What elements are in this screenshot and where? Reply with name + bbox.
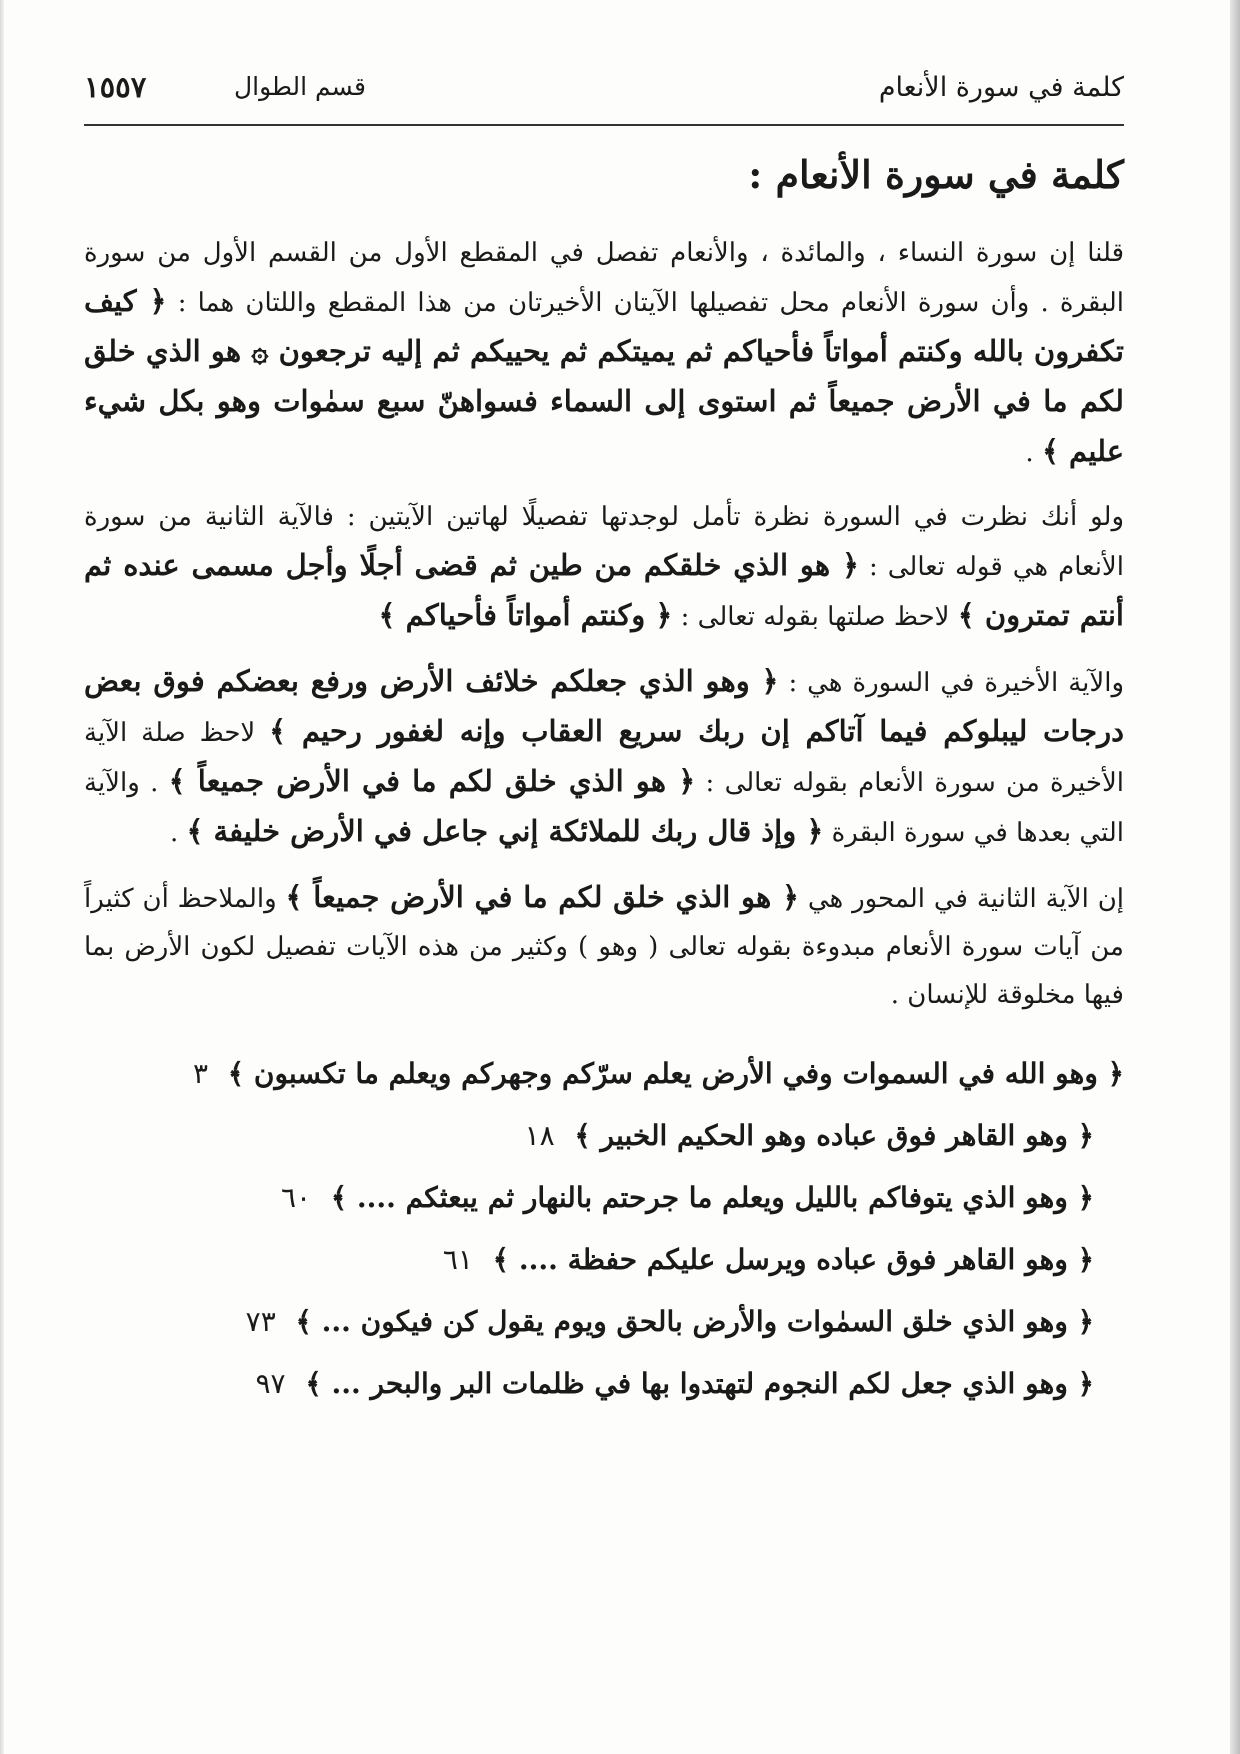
header-section: قسم الطوال [234,72,366,101]
running-header [84,66,1124,116]
verse-text: ﴿ وهو الذي جعل لكم النجوم لتهتدوا بها في ظلمات البر والبحر ... ﴾ [305,1367,1094,1401]
section-heading: كلمة في سورة الأنعام : [748,152,1124,197]
quran-quote: ﴿ وإذ قال ربك للملائكة إني جاعل في الأرض خليفة ﴾ [186,814,824,849]
verse-number: ٦٠ [280,1181,312,1215]
verse-item [84,1167,1124,1229]
paragraph-2 [84,493,1124,641]
paragraph-1 [84,229,1124,477]
verse-item [84,1043,1124,1105]
verse-number: ١٨ [524,1119,555,1153]
verse-text: ﴿ وهو الذي خلق السمٰوات والأرض بالحق ويوم يقول كن فيكون ... ﴾ [295,1305,1094,1339]
paragraph-text: قلنا إن سورة النساء ، والمائدة ، والأنعام تفصل في المقطع الأول من القسم الأول من سورة البقرة . وأن سورة الأنعام محل تفصيلها الآيتان الأخيرتان من هذا المقطع واللتان هما : [84,238,1124,319]
page-edge-left [0,0,4,1754]
verse-text: ﴿ وهو القاهر فوق عباده وهو الحكيم الخبير ﴾ [574,1119,1094,1153]
header-divider [84,124,1124,126]
quran-quote: ﴿ كيف تكفرون بالله وكنتم أمواتاً فأحياكم ثم يميتكم ثم يحييكم ثم إليه ترجعون ۞ هو الذي خلق لكم ما في الأرض جميعاً ثم استوى إلى السماء فسواهنّ سبع سمٰوات وهو بكل شيء عليم ﴾ [84,284,1124,469]
paragraph-text: . [169,818,179,849]
header-title: كلمة في سورة الأنعام [878,72,1124,103]
paragraph-text: . والآية التي بعدها في سورة البقرة [84,768,1124,849]
verse-text: ﴿ وهو القاهر فوق عباده ويرسل عليكم حفظة .... ﴾ [492,1243,1094,1277]
verse-item [84,1353,1124,1415]
paragraph-text: لاحظ صلة الآية الأخيرة من سورة الأنعام بقوله تعالى : [84,718,1124,799]
verse-item [84,1229,1124,1291]
page-number: ١٥٥٧ [84,70,147,104]
paragraph-text: . [1025,438,1034,469]
quran-quote: ﴿ هو الذي خلقكم من طين ثم قضى أجلًا وأجل مسمى عنده ثم أنتم تمترون ﴾ [84,548,1124,633]
verse-number: ٩٧ [255,1367,286,1401]
main-content [84,150,1124,1415]
paragraph-4 [84,873,1124,1019]
verse-text: ﴿ وهو الله في السموات وفي الأرض يعلم سرّكم وجهركم ويعلم ما تكسبون ﴾ [227,1057,1124,1091]
quran-quote: ﴿ هو الذي خلق لكم ما في الأرض جميعاً ﴾ [168,764,696,799]
paragraph-text: والآية الأخيرة في السورة هي : [778,668,1124,699]
quran-quote: ﴿ وكنتم أمواتاً فأحياكم ﴾ [378,598,673,633]
paragraph-3 [84,657,1124,857]
verse-number: ٣ [192,1057,208,1091]
quran-quote: ﴿ وهو الذي جعلكم خلائف الأرض ورفع بعضكم فوق بعض درجات ليبلوكم فيما آتاكم إن ربك سريع العقاب وإنه لغفور رحيم ﴾ [84,664,1124,749]
paragraph-text: والملاحظ أن كثيراً من آيات سورة الأنعام مبدوءة بقوله تعالى ( وهو ) وكثير من هذه الآيات تفصيل لكون الأرض بما فيها مخلوقة للإنسان . [84,884,1124,1011]
verse-text: ﴿ وهو الذي يتوفاكم بالليل ويعلم ما جرحتم بالنهار ثم يبعثكم .... ﴾ [330,1181,1094,1215]
paragraph-text: إن الآية الثانية في المحور هي [798,884,1125,915]
verse-number: ٧٣ [245,1305,276,1339]
verse-list [84,1043,1124,1415]
paragraph-text: ولو أنك نظرت في السورة نظرة تأمل لوجدتها تفصيلًا لهاتين الآيتين : فالآية الثانية من سورة الأنعام هي قوله تعالى : [84,502,1125,583]
verse-number: ٦١ [442,1243,473,1277]
verse-item [84,1291,1124,1353]
quran-quote: ﴿ هو الذي خلق لكم ما في الأرض جميعاً ﴾ [285,880,799,915]
page-edge-right [1230,0,1240,1754]
paragraph-text: لاحظ صلتها بقوله تعالى : [672,602,950,633]
verse-item [84,1105,1124,1167]
